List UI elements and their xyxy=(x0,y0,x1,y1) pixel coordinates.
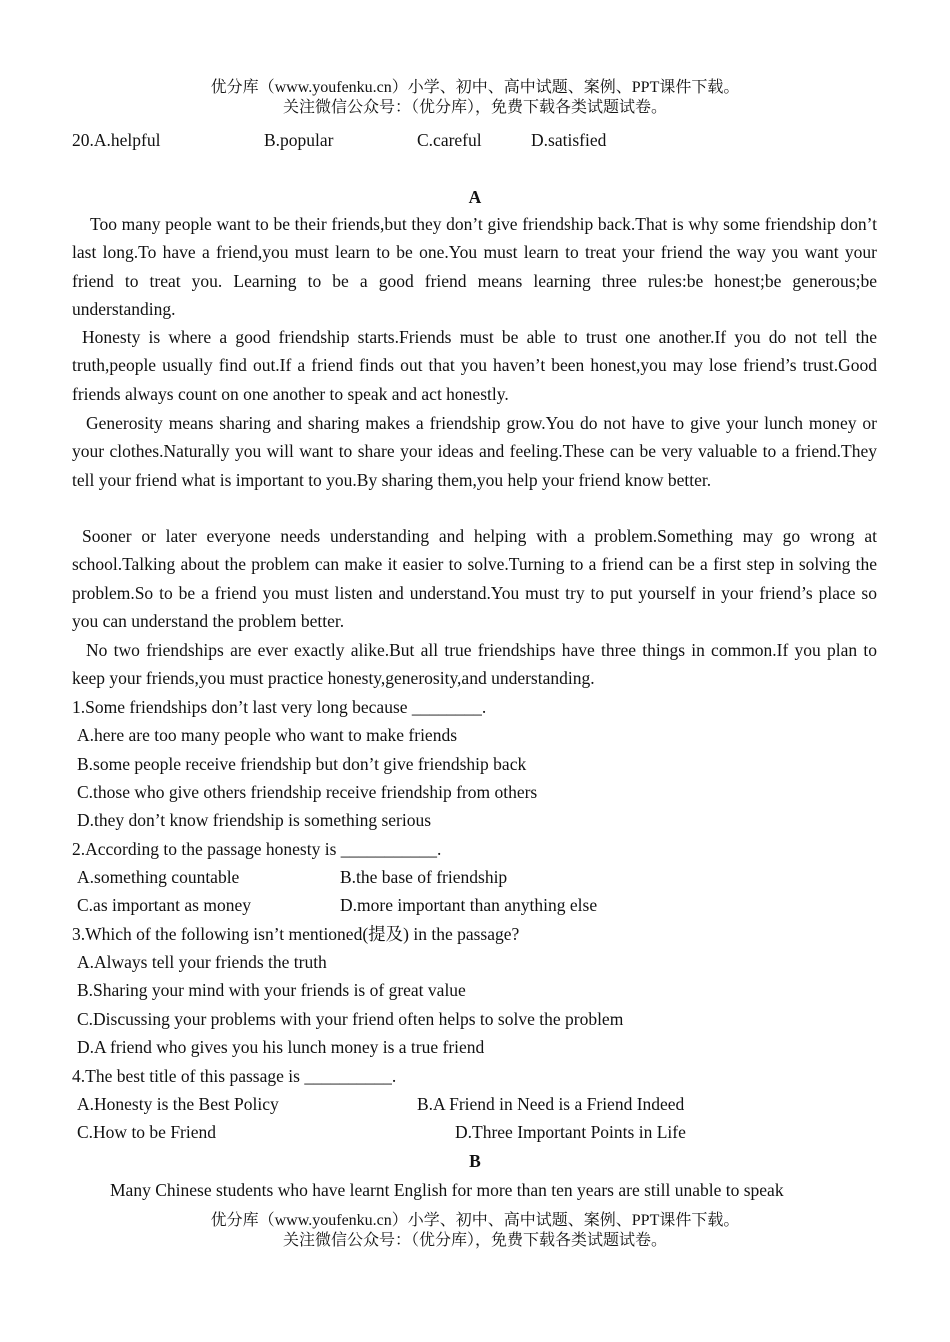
footer-line-2: 关注微信公众号：（优分库），免费下载各类试题试卷。 xyxy=(282,1232,667,1249)
q1-option-d: D.they don’t know friendship is something serious xyxy=(77,810,432,830)
q1-stem: 1.Some friendships don’t last very long because ________. xyxy=(72,697,487,717)
q2-option-b: B.the base of friendship xyxy=(340,867,508,887)
header-line-2: 关注微信公众号：（优分库），免费下载各类试题试卷。 xyxy=(282,99,667,116)
q3-option-a: A.Always tell your friends the truth xyxy=(77,952,327,972)
footer-line-1: 优分库（www.youfenku.cn）小学、初中、高中试题、案例、PPT课件下载。 xyxy=(210,1212,740,1229)
q2-stem: 2.According to the passage honesty is ___________. xyxy=(72,839,442,859)
section-a-title: A xyxy=(468,187,482,207)
q4-option-d: D.Three Important Points in Life xyxy=(455,1122,686,1142)
passage-paragraph-3: Generosity means sharing and sharing makes a friendship grow.You do not have to give your lunch money or your clothes.Naturally you will want to share your ideas and feeling.These can be very valuable to a friend.They tell your friend what is important to you.By sharing them,you help your friend know better. xyxy=(72,413,877,490)
passage-paragraph-5: No two friendships are ever exactly alike.But all true friendships have three things in common.If you plan to keep your friends,you must practice honesty,generosity,and understanding. xyxy=(72,640,877,689)
q20-option-a: 20.A.helpful xyxy=(72,130,161,150)
passage-paragraph-2: Honesty is where a good friendship starts.Friends must be able to trust one another.If you do not tell the truth,people usually find out.If a friend finds out that you haven’t been honest,you may lose friend’s trust.Good friends always count on one another to speak and act honestly. xyxy=(72,327,877,404)
q3-stem: 3.Which of the following isn’t mentioned(提及) in the passage? xyxy=(72,924,520,944)
section-b-title: B xyxy=(469,1151,481,1171)
q4-option-b: B.A Friend in Need is a Friend Indeed xyxy=(417,1094,685,1114)
q4-option-c: C.How to be Friend xyxy=(77,1122,217,1142)
q20-option-c: C.careful xyxy=(417,130,482,150)
q4-stem: 4.The best title of this passage is __________. xyxy=(72,1066,397,1086)
q2-option-a: A.something countable xyxy=(77,867,240,887)
q1-option-b: B.some people receive friendship but don’t give friendship back xyxy=(77,754,527,774)
q2-option-c: C.as important as money xyxy=(77,895,252,915)
passage-paragraph-4: Sooner or later everyone needs understanding and helping with a problem.Something may go wrong at school.Talking about the problem can make it easier to solve.Turning to a friend can be a first step in solving the problem.So to be a friend you must listen and understand.You must try to put yourself in your friend’s place so you can understand the problem better. xyxy=(72,526,877,631)
section-b-first-line: Many Chinese students who have learnt English for more than ten years are still unable to speak xyxy=(110,1180,784,1200)
q3-option-d: D.A friend who gives you his lunch money is a true friend xyxy=(77,1037,485,1057)
header-line-1: 优分库（www.youfenku.cn）小学、初中、高中试题、案例、PPT课件下载。 xyxy=(210,79,740,96)
q3-option-b: B.Sharing your mind with your friends is of great value xyxy=(77,980,466,1000)
q4-option-a: A.Honesty is the Best Policy xyxy=(77,1094,279,1114)
q3-option-c: C.Discussing your problems with your friend often helps to solve the problem xyxy=(77,1009,624,1029)
q20-option-d: D.satisfied xyxy=(531,130,607,150)
q2-option-d: D.more important than anything else xyxy=(340,895,598,915)
q1-option-a: A.here are too many people who want to make friends xyxy=(77,725,458,745)
passage-paragraph-1: Too many people want to be their friends,but they don’t give friendship back.That is why some friendship don’t last long.To have a friend,you must learn to be one.You must learn to treat your friend the way you want your friend to treat you. Learning to be a good friend means learning three rules:be honest;be generous;be understanding. xyxy=(72,214,877,319)
q1-option-c: C.those who give others friendship receive friendship from others xyxy=(77,782,538,802)
q20-option-b: B.popular xyxy=(264,130,334,150)
